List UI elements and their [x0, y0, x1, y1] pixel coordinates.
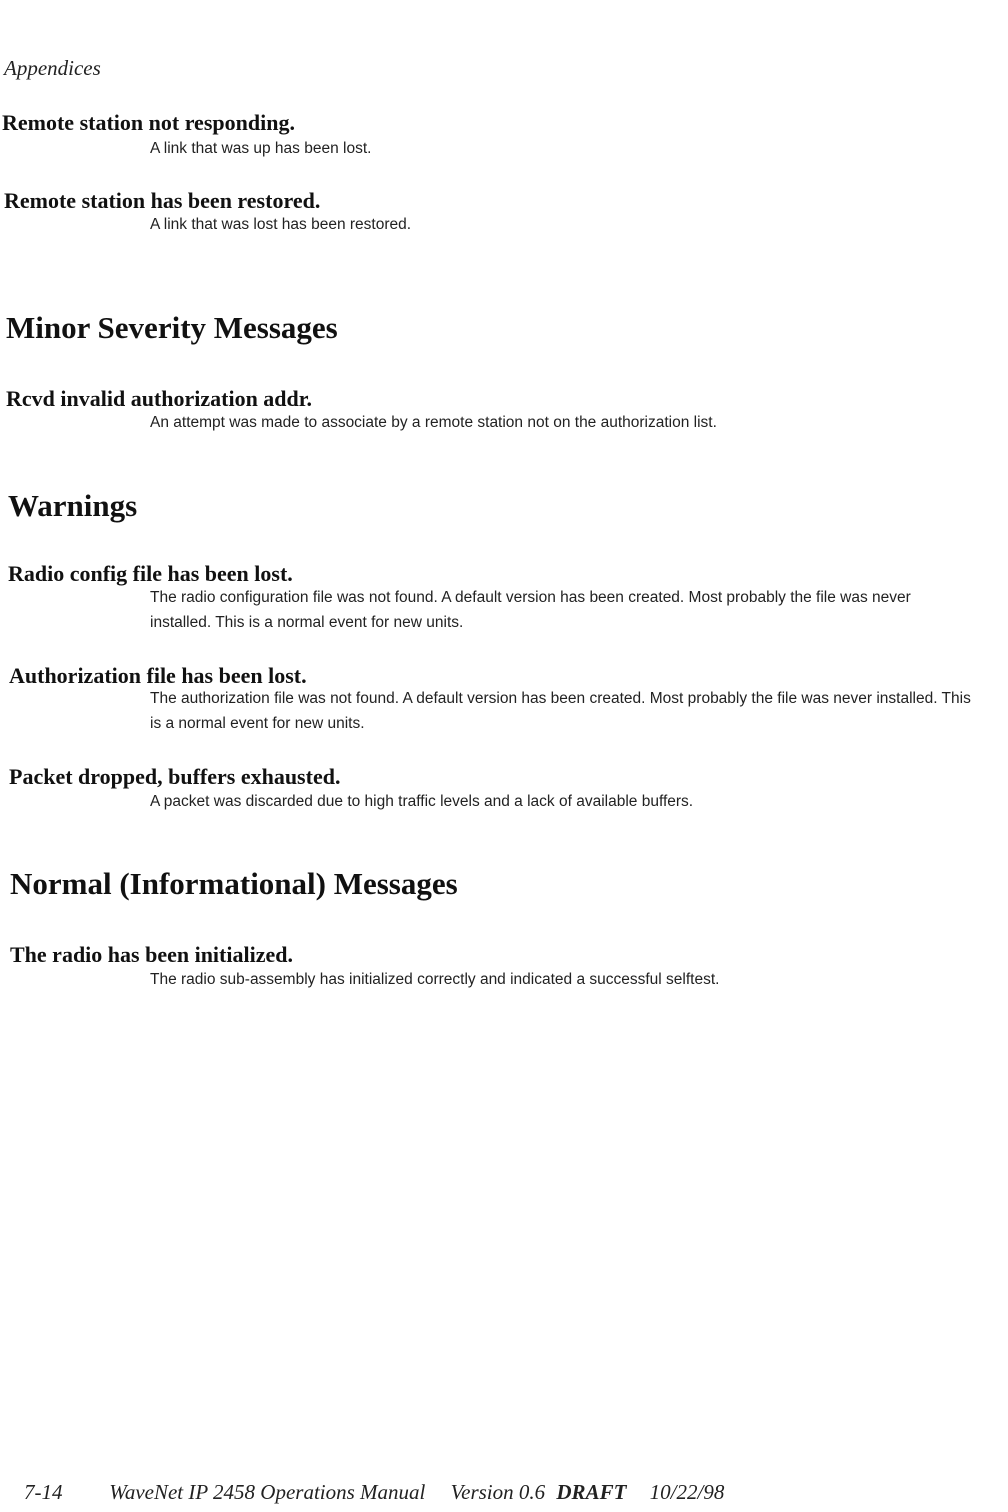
- message-desc-packet-dropped: A packet was discarded due to high traffic levels and a lack of available buffers.: [150, 793, 694, 810]
- message-title-packet-dropped: Packet dropped, buffers exhausted.: [9, 764, 341, 789]
- message-title-radio-initialized: The radio has been initialized.: [10, 942, 293, 967]
- footer-version: Version 0.6: [450, 1480, 546, 1504]
- message-title-authorization-file-lost: Authorization file has been lost.: [9, 663, 307, 688]
- running-header: Appendices: [4, 56, 101, 80]
- message-title-radio-config-lost: Radio config file has been lost.: [8, 561, 293, 586]
- message-title-remote-restored: Remote station has been restored.: [4, 188, 321, 213]
- message-desc-invalid-authorization: An attempt was made to associate by a remote station not on the authorization list.: [150, 414, 717, 431]
- message-title-invalid-authorization: Rcvd invalid authorization addr.: [6, 386, 313, 411]
- message-desc-radio-initialized: The radio sub-assembly has initialized correctly and indicated a successful selftest.: [150, 971, 720, 988]
- footer-draft-label: DRAFT: [556, 1480, 627, 1504]
- message-desc-radio-config-lost: The radio configuration file was not found. A default version has been created. Most probably the file was never installed. This is a normal event for new units.: [150, 589, 911, 631]
- message-desc-remote-restored: A link that was lost has been restored.: [150, 216, 412, 233]
- message-desc-remote-not-responding: A link that was up has been lost.: [150, 140, 372, 157]
- footer-date: 10/22/98: [649, 1480, 725, 1504]
- footer-page-number: 7-14: [24, 1480, 63, 1504]
- footer-manual-title: WaveNet IP 2458 Operations Manual: [109, 1480, 426, 1504]
- message-desc-authorization-file-lost: The authorization file was not found. A default version has been created. Most probably the file was never installed. This is a normal event for new units.: [150, 690, 971, 732]
- section-heading-warnings: Warnings: [8, 488, 138, 523]
- section-heading-normal-informational: Normal (Informational) Messages: [10, 866, 458, 901]
- message-title-remote-not-responding: Remote station not responding.: [2, 110, 295, 135]
- section-heading-minor-severity: Minor Severity Messages: [6, 310, 338, 345]
- page-footer: [24, 1480, 984, 1505]
